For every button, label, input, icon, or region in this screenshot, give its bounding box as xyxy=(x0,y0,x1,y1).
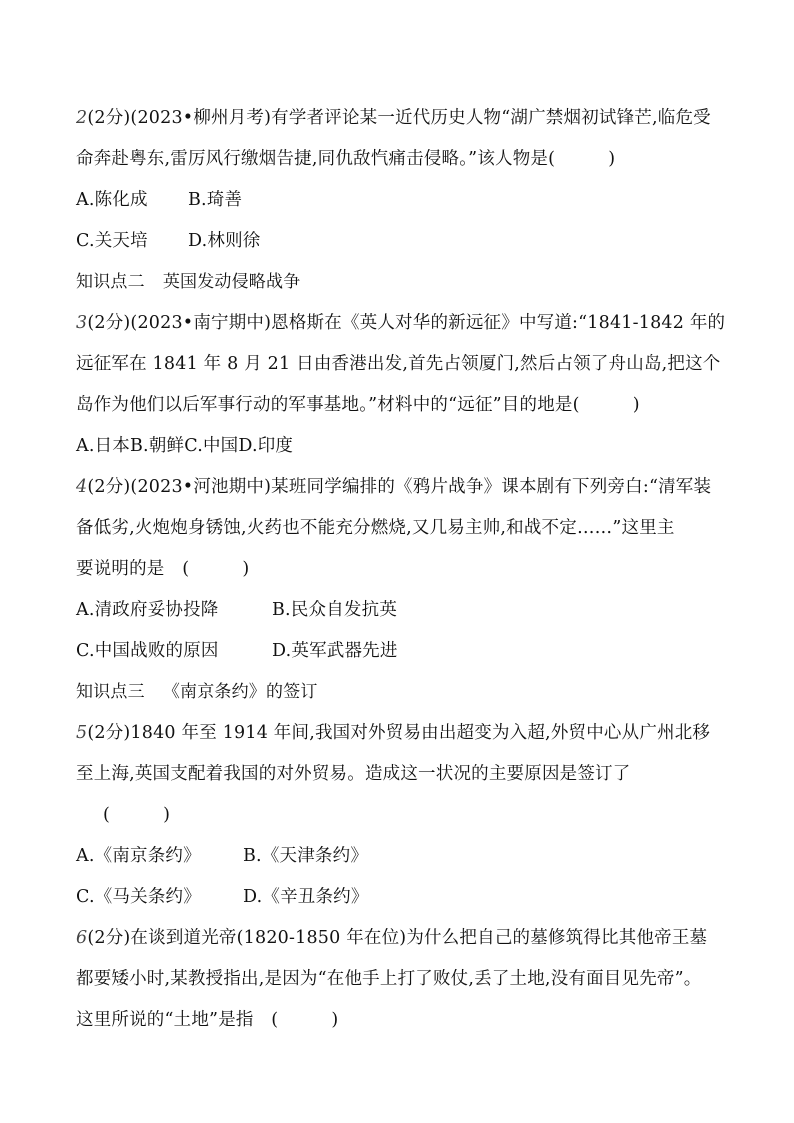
question-number: 3 xyxy=(76,313,88,333)
section-label: 知识点二 xyxy=(76,272,145,292)
question-2-options-row-1 xyxy=(76,180,726,221)
option-a[interactable]: A.《南京条约》 xyxy=(76,846,201,866)
option-b[interactable]: B.琦善 xyxy=(188,190,243,210)
question-4-line-1 xyxy=(76,467,726,508)
option-d[interactable]: D.林则徐 xyxy=(188,231,261,251)
question-3-line-1 xyxy=(76,303,726,344)
section-label: 知识点三 xyxy=(76,682,145,702)
option-b[interactable]: B.《天津条约》 xyxy=(243,846,369,866)
question-number: 5 xyxy=(76,723,88,743)
question-text: (2分)(2023•河池期中)某班同学编排的《鸦片战争》课本剧有下列旁白:“清军装 xyxy=(87,477,712,497)
option-c[interactable]: C.关天培 xyxy=(76,231,148,251)
document-page xyxy=(76,98,726,1041)
question-4 xyxy=(76,467,726,672)
question-5-options-row-2 xyxy=(76,877,726,918)
option-a[interactable]: A.清政府妥协投降 xyxy=(76,600,219,620)
question-4-line-3: 要说明的是 ( ) xyxy=(76,559,250,579)
section-title: 英国发动侵略战争 xyxy=(162,272,301,292)
question-3-line-3: 岛作为他们以后军事行动的军事基地。”材料中的“远征”目的地是( ) xyxy=(76,395,640,415)
question-3-options[interactable]: A.日本B.朝鲜C.中国D.印度 xyxy=(76,436,294,456)
question-6 xyxy=(76,918,726,1041)
question-5-line-2: 至上海,英国支配着我国的对外贸易。造成这一状况的主要原因是签订了 xyxy=(76,764,631,784)
question-text: (2分)(2023•柳州月考)有学者评论某一近代历史人物“湖广禁烟初试锋芒,临危受 xyxy=(87,108,711,128)
question-5 xyxy=(76,713,726,918)
question-2-line-2: 命奔赴粤东,雷厉风行缴烟告捷,同仇敌忾痛击侵略。”该人物是( ) xyxy=(76,149,616,169)
question-6-line-3: 这里所说的“土地”是指 ( ) xyxy=(76,1010,339,1030)
question-3-line-2: 远征军在 1841 年 8 月 21 日由香港出发,首先占领厦门,然后占领了舟山岛,把这个 xyxy=(76,354,721,374)
option-d[interactable]: D.英军武器先进 xyxy=(272,641,398,661)
question-4-line-2: 备低劣,火炮炮身锈蚀,火药也不能充分燃烧,又几易主帅,和战不定……”这里主 xyxy=(76,518,675,538)
option-d[interactable]: D.《辛丑条约》 xyxy=(243,887,369,907)
option-b[interactable]: B.民众自发抗英 xyxy=(272,600,398,620)
question-3 xyxy=(76,303,726,467)
question-5-line-1 xyxy=(76,713,726,754)
question-4-options-row-1 xyxy=(76,590,726,631)
option-c[interactable]: C.《马关条约》 xyxy=(76,887,201,907)
question-2 xyxy=(76,98,726,262)
section-heading-3 xyxy=(76,672,726,713)
section-heading-2 xyxy=(76,262,726,303)
question-2-line-1 xyxy=(76,98,726,139)
question-4-options-row-2 xyxy=(76,631,726,672)
option-a[interactable]: A.陈化成 xyxy=(76,190,148,210)
question-number: 6 xyxy=(76,928,88,948)
question-6-line-1 xyxy=(76,918,726,959)
question-5-line-3: ( ) xyxy=(103,805,171,825)
option-c[interactable]: C.中国战败的原因 xyxy=(76,641,219,661)
question-text: (2分)1840 年至 1914 年间,我国对外贸易由出超变为入超,外贸中心从广州北移 xyxy=(87,723,711,743)
question-6-line-2: 都要矮小时,某教授指出,是因为“在他手上打了败仗,丢了土地,没有面目见先帝”。 xyxy=(76,969,702,989)
question-2-options-row-2 xyxy=(76,221,726,262)
question-text: (2分)在谈到道光帝(1820-1850 年在位)为什么把自己的墓修筑得比其他帝王墓 xyxy=(87,928,708,948)
question-number: 4 xyxy=(76,477,88,497)
question-5-options-row-1 xyxy=(76,836,726,877)
section-title: 《南京条约》的签订 xyxy=(162,682,318,702)
question-number: 2 xyxy=(76,108,88,128)
question-text: (2分)(2023•南宁期中)恩格斯在《英人对华的新远征》中写道:“1841-1842 年的 xyxy=(87,313,726,333)
